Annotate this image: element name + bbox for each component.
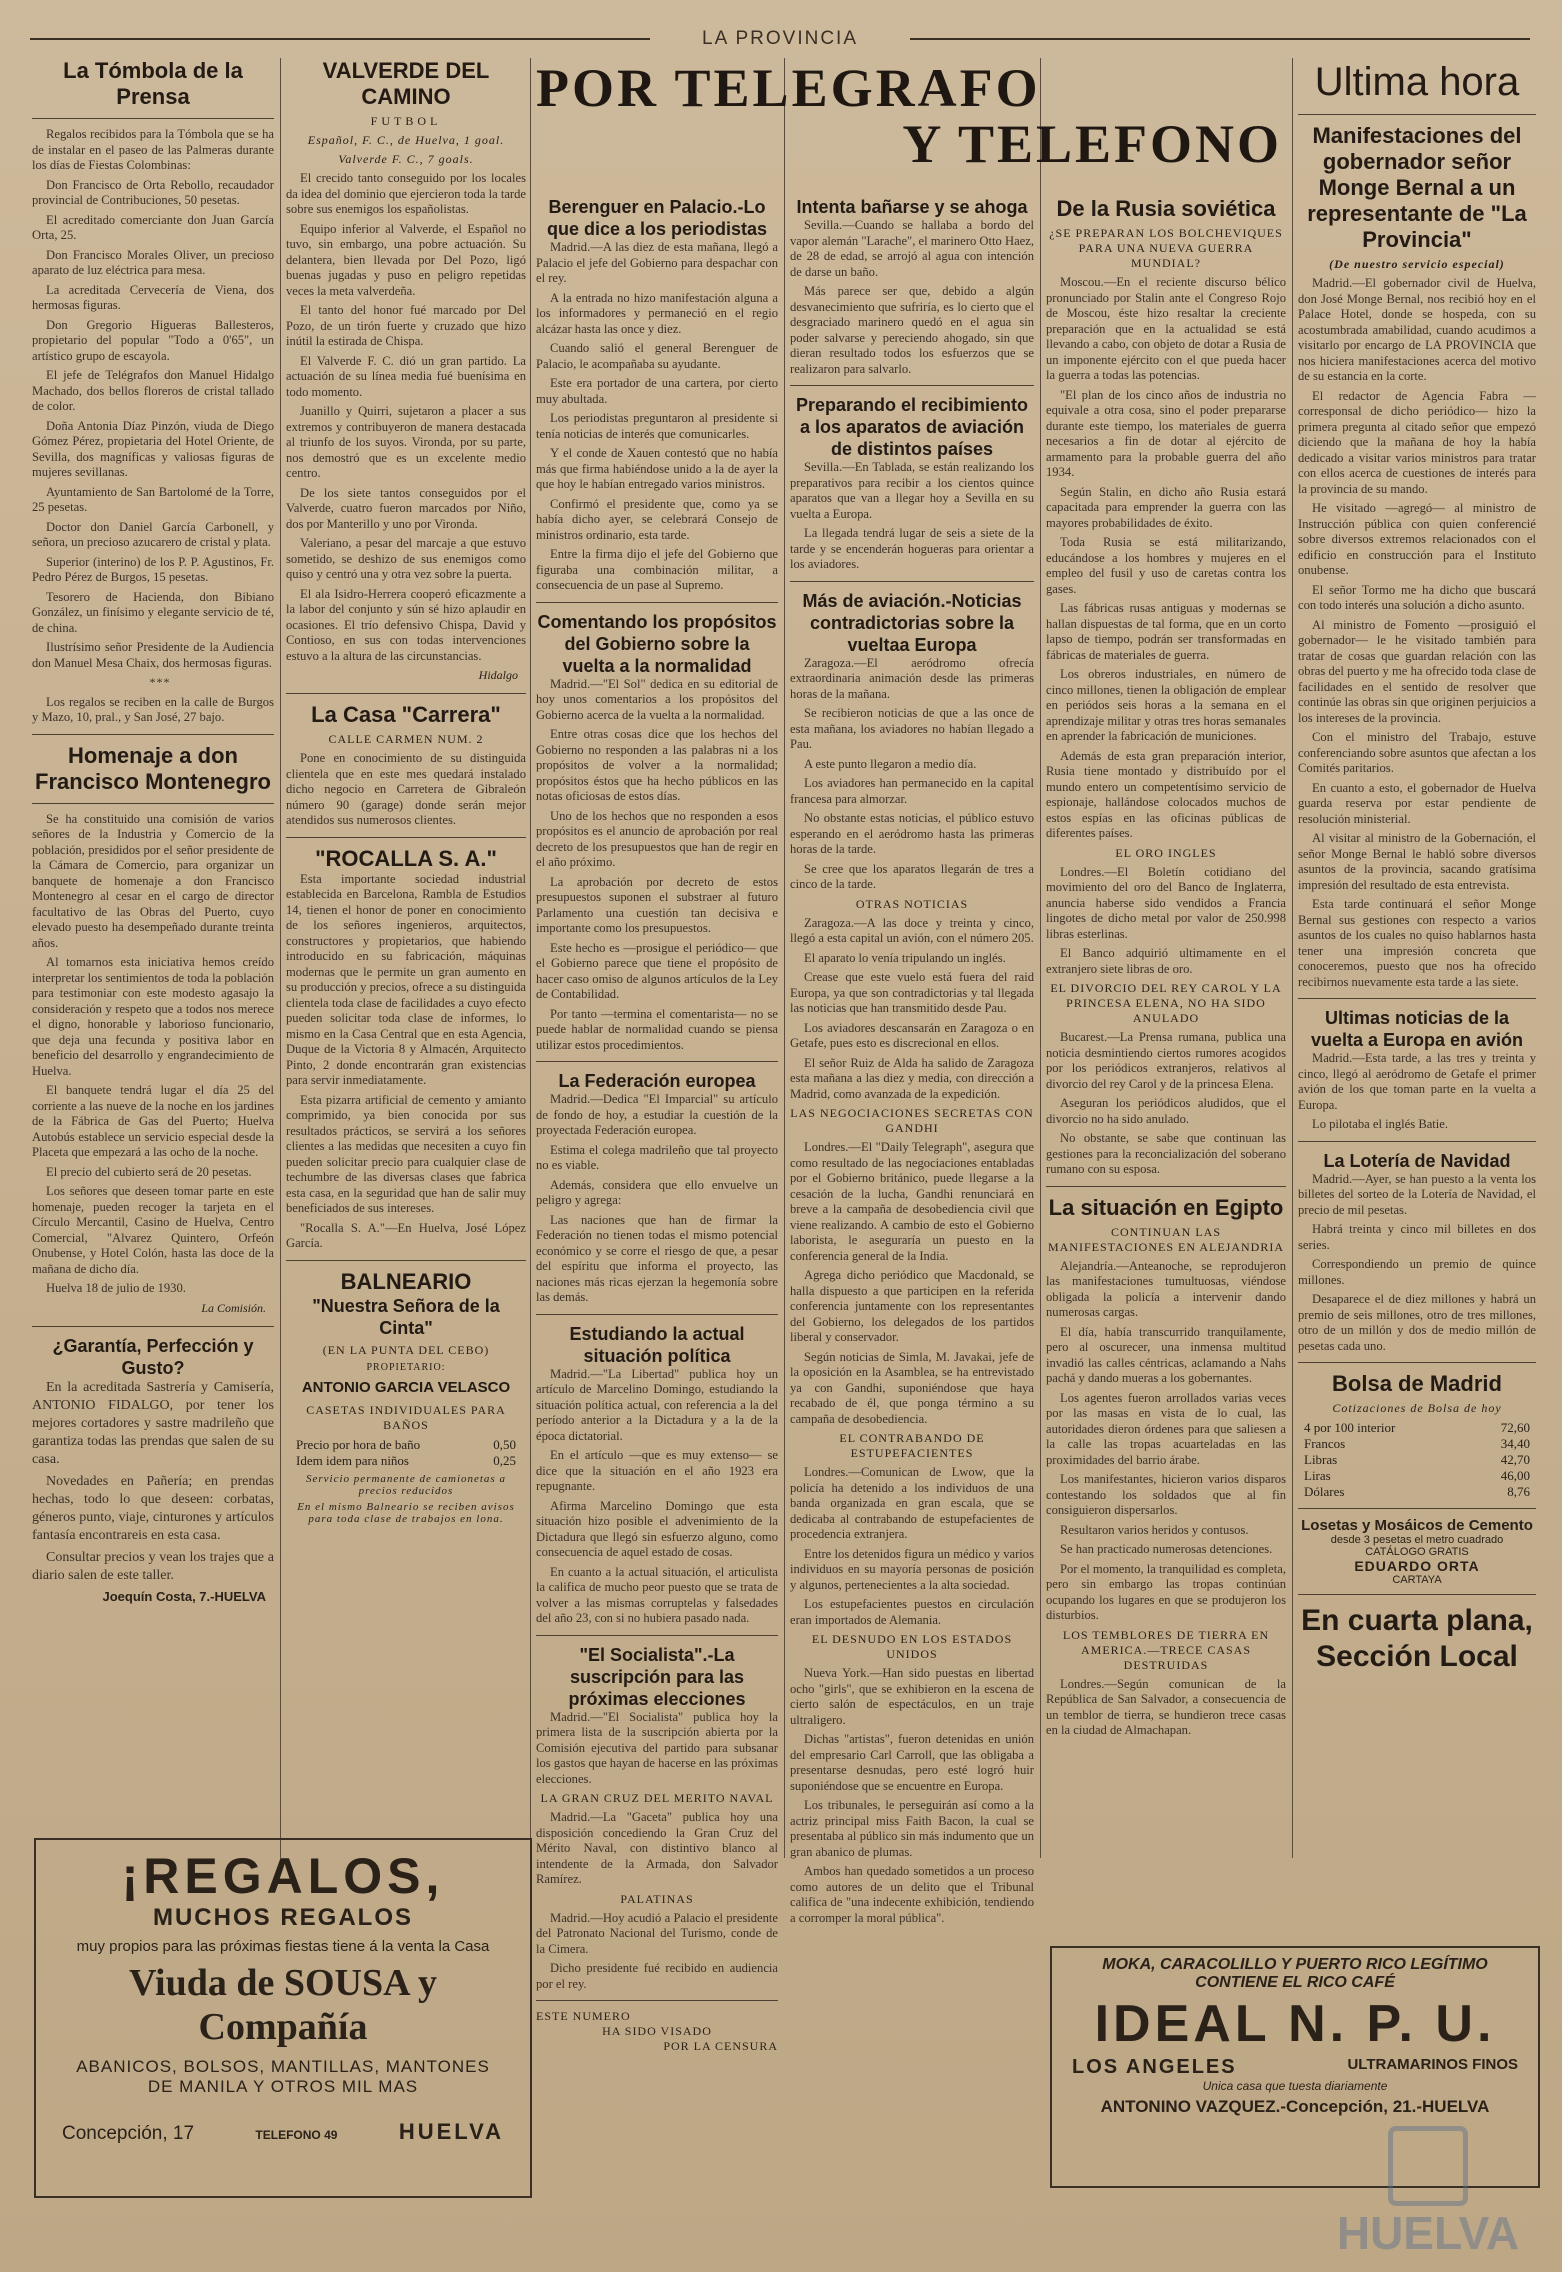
gandhi-para: Agrega dicho periódico que Macdonald, se halla dispuesto a que participen en la referida conferencia juntamente con los representantes del Gobierno, los delegados de los partidos liberal y conservador. [790, 1268, 1034, 1344]
manif-para: El redactor de Agencia Fabra —corresponsal de dicho periódico— hizo la primera pregunta al citado señor que empezó diciendo que la mañana de hoy la había dedicado a visitar varios ministros para tratar con ellos acerca de cuestiones de interés para la provincia de su mando. [1298, 388, 1536, 496]
column-divider [280, 58, 281, 1858]
egipto-para: Los manifestantes, hicieron varios disparos contestando los soldados que al fin consiguieron dispersarlos. [1046, 1472, 1286, 1517]
crest-icon [1388, 2126, 1468, 2206]
propositos-title: Comentando los propósitos del Gobierno sobre la vuelta a la normalidad [537, 611, 777, 676]
carrera-para: Pone en conocimiento de su distinguida clientela que en este mes quedará instalado dicho negocio en Carretera de Gibraleón número 90 (garage) donde serán mejor atendidos sus numerosos clientes. [286, 751, 526, 827]
intenta-para: Sevilla.—Cuando se hallaba a bordo del vapor alemán "Larache", el marinero Otto Haez, de 28 de edad, se arrojó al agua con intención de darse un baño. [790, 218, 1034, 279]
tombola-para: Ayuntamiento de San Bartolomé de la Torre, 25 pesetas. [32, 484, 274, 514]
banner-line-2: Y TELEFONO [902, 114, 1282, 174]
bolsa-row [1304, 1484, 1530, 1500]
bolsa-title: Bolsa de Madrid [1332, 1371, 1502, 1396]
tombola-para: Regalos recibidos para la Tómbola que se ha de instalar en el paseo de las Palmeras durante los días de Fiestas Colombinas: [32, 127, 274, 172]
bolsa-row [1304, 1420, 1530, 1436]
egipto-title: La situación en Egipto [1048, 1194, 1284, 1220]
manif-para: Esta tarde continuará el señor Monge Bernal sus gestiones con respecto a varios asuntos de los cuales no quiso hablarnos hasta tener una impresión concreta que conoceremos, puesto que nos ha ofrecido recibirnos nuevamente esta tarde a las siete. [1298, 897, 1536, 989]
balneario-owner: ANTONIO GARCIA VELASCO [301, 1378, 511, 1396]
manif-title: Manifestaciones del gobernador señor Monge Bernal a un representante de "La Provincia" [1307, 123, 1527, 252]
egipto-para: Resultaron varios heridos y contusos. [1060, 1522, 1249, 1537]
rocalla-para: Esta importante sociedad industrial establecida en Barcelona, Rambla de Estudios 14, tienen el honor de poner en conocimiento de los señores ingenieros, arquitectos, constructores y propietarios, que habiendo introducido en su fabricación, máquinas modernas que le permite un gran aumento en su producción y precios, ofrece a su distinguida clientela toda clase de facilidades a cuyo efecto pueden solicitar toda clase de informes, lo mismo en la Casa Central que en esta Agencia, Duque de la Victoria 8 y Almacén, Arquitecto Pinto, 2 donde encontrarán gran existencias para servir inmediatamente. [286, 871, 526, 1087]
losetas-city: CARTAYA [1392, 1574, 1442, 1586]
ideal-line: MOKA, CARACOLILLO Y PUERTO RICO LEGÍTIMO [1102, 1956, 1488, 1973]
homenaje-para: El banquete tendrá lugar el día 25 del corriente a las nueve de la noche en los jardines de la Fábrica de Gas del Puerto; Huelva Autobús establece un servicio especial desde la Placeta que empezará a las ocho de la noche. [32, 1083, 274, 1159]
bolsa-row [1304, 1436, 1530, 1452]
garantia-address: Joequín Costa, 7.-HUELVA [102, 1588, 266, 1604]
valverde-para: El crecido tanto conseguido por los locales da idea del dominio que ejercieron toda la tarde sobre sus enemigos los españolistas. [286, 171, 526, 216]
regalos-footer [44, 2105, 522, 2145]
rusia-para: Según Stalin, en dicho año Rusia estará capacitada para emprender la guerra con las mayores probabilidades de éxito. [1046, 484, 1286, 530]
preparando-title: Preparando el recibimiento a los aparatos de aviación de distintos países [795, 395, 1029, 459]
rusia-para: Los obreros industriales, en número de cinco millones, tienen la obligación de emplear en periódos seis horas a la semana en el aprendizaje militar y otras tres horas semanales en aprender la fabricación de municiones. [1046, 667, 1286, 743]
column-divider [784, 58, 785, 1858]
homenaje-para: El precio del cubierto será de 20 pesetas. [46, 1164, 252, 1179]
divorcio-para: No obstante, se sabe que continuan las gestiones para la reconcialización del soberano rumano con su esposa. [1046, 1131, 1286, 1176]
ideal-row [1060, 2056, 1530, 2079]
ideal-store: LOS ANGELES [1072, 2056, 1237, 2078]
federacion-para: Además, considera que ello envuelve un peligro y agrega: [536, 1177, 778, 1207]
desnudo-para: Dichas "artistas", fueron detenidas en unión del empresario Carl Carroll, que las obligaba a presentarse desnudas, pero esté logró huir suponiéndose que se encuentre en Europa. [790, 1732, 1034, 1793]
otras-para: Zaragoza.—A las doce y treinta y cinco, llegó a esta capital un avión, con el número 205. [790, 915, 1034, 945]
separator-stars: *** [149, 675, 171, 689]
regalos-line: muy propios para las próximas fiestas tiene á la venta la Casa [76, 1938, 490, 1955]
ideal-owner: ANTONINO VAZQUEZ.-Concepción, 21.-HUELVA [1100, 2097, 1490, 2116]
gandhi-para: Según noticias de Simla, M. Javakai, jefe de la oposición en la Asamblea, se ha entrevistado ya con Gandhi, suponiéndose que haya recabado de él, que ponga término a su campaña de desobediencia. [790, 1349, 1034, 1426]
loteria-para: Correspondiendo un premio de quince millones. [1298, 1257, 1536, 1287]
valverde-para: Equipo inferior al Valverde, el Español no tuvo, sin embargo, una pobre actuación. Su delantera, bien llevada por Del Pozo, ligó buenas jugadas y puso en peligro repetidas veces la meta valverdeña. [286, 221, 526, 298]
aviacion-para: A este punto llegaron a medio día. [804, 756, 977, 771]
garantia-para: En la acreditada Sastrería y Camisería, ANTONIO FIDALGO, por tener los mejores cortadores y sastre madrileño que garantiza todas las prendas que salen de su casa. [32, 1379, 274, 1467]
balneario-ad [286, 1269, 526, 1525]
losetas-name: EDUARDO ORTA [1354, 1558, 1480, 1574]
bolsa-value: 42,70 [1500, 1452, 1530, 1467]
merito-para: Madrid.—La "Gaceta" publica hoy una disposición concediendo la Gran Cruz del Mérito Naval, con distintivo blanco al intendente de la Armada, don Salvador Ramírez. [536, 1810, 778, 1886]
aviacion-para: Se recibieron noticias de que a las once de esta mañana, los aviadores no habían llegado a Pau. [790, 706, 1034, 751]
propositos-para: Madrid.—"El Sol" dedica en su editorial de hoy unos comentarios a los propósitos del Gobierno acerca de la vuelta a la normalidad. [536, 676, 778, 722]
aviacion-para: Zaragoza.—El aeródromo ofrecía extraordinaria animación desde las primeras horas de la mañana. [790, 655, 1034, 701]
valverde-para: El Valverde F. C. dió un gran partido. La actuación de su línea media fué buenísima en todo momento. [286, 353, 526, 399]
propositos-para: Entre otras cosas dice que los hechos del Gobierno no responden a las palabras ni a los propósitos de volver a la normalidad; propósitos éstos que ha hecho públicos en las notas oficiosas de estos días. [536, 727, 778, 803]
column-4 [790, 196, 1034, 1925]
bolsa-label: Dólares [1304, 1484, 1345, 1499]
oro-para: Londres.—El Boletín cotidiano del movimiento del oro del Banco de Inglaterra, anuncia haberse sido vendidos a Francia lingotes de dicho metal por valor de 250.998 libras esterlinas. [1046, 864, 1286, 941]
tombola-para: Doctor don Daniel García Carbonell, y señora, un precioso azucarero de cristal y plata. [32, 519, 274, 549]
propositos-para: La aprobación por decreto de estos presupuestos suponen el substraer al futuro Parlamento una cuestión tan decisiva e importante como los presupuestos. [536, 874, 778, 935]
egipto-para: Se han practicado numerosas detenciones. [1060, 1542, 1273, 1556]
valverde-para: Valeriano, a pesar del marcaje a que estuvo sometido, se deshizo de sus enemigos como quiso y centró una y otra vez sobre la puerta. [286, 536, 526, 581]
manif-para: Con el ministro del Trabajo, estuve conferenciando sobre asuntos que afectan a los Comités paritarios. [1298, 730, 1536, 775]
column-3 [536, 196, 779, 2053]
otras-para: Los aviadores descansarán en Zaragoza o en Getafe, pues esto es discrecional en ellos. [790, 1020, 1034, 1050]
manif-para: Al visitar al ministro de la Gobernación, el señor Monge Bernal le habló sobre diversos asuntos de la provincia, sacando gratísima impresión del resultado de esta entrevista. [1298, 831, 1536, 892]
balneario-owner-label: PROPIETARIO: [366, 1361, 446, 1373]
column-6 [1298, 58, 1536, 1938]
palatinas-para: Madrid.—Hoy acudió a Palacio el presidente del Patronato Nacional del Turismo, conde de la Cimera. [536, 1910, 778, 1956]
subhead-merito-naval: LA GRAN CRUZ DEL MERITO NAVAL [540, 1791, 774, 1805]
price-value: 0,50 [493, 1436, 516, 1452]
desnudo-para: Los tribunales, le perseguirán así como a la actriz principal miss Faith Bacon, la cual se presentaba al público sin más indumento que un gran abanico de plumas. [790, 1798, 1034, 1859]
tombola-para: Doña Antonia Díaz Pinzón, viuda de Diego Gómez Pérez, propietaria del Hotel Oriente, de Sevilla, dos magníficas y valiosas figuras de mujeres sevillanas. [32, 418, 274, 479]
socialista-para: Madrid.—"El Socialista" publica hoy la primera lista de la suscripción abierta por la Comisión ejecutiva del partido para subsanar los gastos que hayan de hacerse en las próximas elecciones. [536, 1709, 779, 1786]
ideal-line: CONTIENE EL RICO CAFÉ [1195, 1974, 1395, 1991]
homenaje-title: Homenaje a don Francisco Montenegro [35, 742, 271, 794]
otras-para: El señor Ruiz de Alda ha salido de Zaragoza esta mañana a las diez y media, con dirección a Madrid, como avanzada de la expedición. [790, 1055, 1034, 1101]
aviacion-para: No obstante estas noticias, el público estuvo esperando en el aeródromo hasta las primeras horas de la tarde. [790, 811, 1034, 856]
bolsa-table [1298, 1420, 1536, 1500]
price-label: Precio por hora de baño [296, 1436, 421, 1452]
tombola-title: La Tómbola de la Prensa [63, 58, 243, 109]
subhead-otras-noticias: OTRAS NOTICIAS [855, 896, 969, 911]
subhead-gandhi: LAS NEGOCIACIONES SECRETAS CON GANDHI [790, 1106, 1034, 1135]
aviacion-title: Más de aviación.-Noticias contradictorias sobre la vueltaa Europa [802, 590, 1022, 655]
loteria-para: Desaparece el de diez millones y habrá un premio de seis millones, otro de tres millones, otro de un millón y dos de medio millón de pesetas cada uno. [1298, 1292, 1536, 1353]
tombola-para: Los regalos se reciben en la calle de Burgos y Mazo, 10, pral., y San José, 27 bajo. [32, 694, 274, 724]
loteria-title: La Lotería de Navidad [1323, 1150, 1511, 1171]
regalos-address: Concepción, 17 [62, 2123, 195, 2144]
losetas-line: desde 3 pesetas el metro cuadrado [1330, 1534, 1504, 1546]
valverde-score: Español, F. C., de Huelva, 1 goal. [307, 133, 505, 147]
ideal-store-type: ULTRAMARINOS FINOS [1347, 2056, 1518, 2073]
ideal-brand: IDEAL N. P. U. [1094, 1995, 1496, 2053]
rusia-title: De la Rusia soviética [1056, 196, 1276, 221]
estupefacientes-para: Londres.—Comunican de Lwow, que la policía ha detenido a los individuos de una banda organizada en gran escala, que se dedicaba al contrabando de estupefacientes de procedencia extranjera. [790, 1465, 1034, 1541]
price-row [286, 1437, 526, 1453]
ultimas-para: Lo pilotaba el inglés Batie. [1312, 1117, 1449, 1131]
carrera-title: La Casa "Carrera" [311, 702, 501, 727]
homenaje-para: Los señores que deseen tomar parte en este homenaje, pueden recoger la tarjeta en el Círculo Mercantil, Casino de Huelva, Centro Comercial, "Alvarez Quintero, Orfeón Onubense, y Hotel Colón, hasta las doce de la mañana de dicho día. [32, 1184, 274, 1276]
censura-notice [536, 2009, 778, 2054]
carrera-address: CALLE CARMEN NUM. 2 [328, 732, 484, 746]
losetas-line: CATÁLOGO GRATIS [1365, 1546, 1469, 1558]
bolsa-label: Liras [1304, 1468, 1331, 1483]
estupefacientes-para: Entre los detenidos figura un médico y varios individuos en su mayoría personas de posición y algunos, pertenecientes a la alta sociedad. [790, 1546, 1034, 1592]
aviacion-para: Los aviadores han permanecido en la capital francesa para almorzar. [790, 776, 1034, 806]
federacion-para: Madrid.—Dedica "El Imparcial" su artículo de fondo de hoy, a estudiar la cuestión de la proyectada Federación europea. [536, 1092, 778, 1137]
manif-para: He visitado —agregó— al ministro de Instrucción pública con quien conferencié sobre diversos extremos relacionados con el edificio en construcción para el Instituto onubense. [1298, 501, 1536, 577]
rusia-para: "El plan de los cinco años de industria no equivale a otra cosa, sino el poder prepararse durante este tiempo, los materiales de guerra necesarios a fin de dotar al ejército de armamento para la probable guerra del año 1934. [1046, 387, 1286, 479]
garantia-para: Consultar precios y vean los trajes que a diario salen de este taller. [32, 1549, 274, 1583]
egipto-para: Los agentes fueron arrollados varias veces por las masas en vista de lo cual, las autoridades dieron órdenes para que saliesen a la calle las tropas acuarteladas en las proximidades del barrio árabe. [1046, 1390, 1286, 1467]
tombola-para: La acreditada Cervecería de Viena, dos hermosas figuras. [32, 282, 274, 312]
preparando-para: La llegada tendrá lugar de seis a siete de la tarde y se encenderán hogueras para orientar a los aviadores. [790, 526, 1034, 571]
homenaje-para: Al tomarnos esta iniciativa hemos creído interpretar los sentimientos de toda la población para testimoniar con este modesto agasajo la consideración y respeto que a todos nos merece el digno, honorable y laborioso funcionario, que deja una fecunda y positiva labor en beneficio del desarrollo y engrandecimiento de Huelva. [32, 955, 275, 1078]
homenaje-para: Se ha constituido una comisión de varios señores de la Industria y Comercio de la población, presididos por el señor presidente de la Cámara de Comercio, para organizar un banquete de homenaje a don Francisco Montenegro al cesar en el cargo de director facultativo de las Obras del Puerto, cuyo elevado puesto ha desempeñado durante treinta años. [32, 811, 274, 950]
preparando-para: Sevilla.—En Tablada, se están realizando los preparativos para recibir a los cientos quince aparatos que van a llegar hoy a Sevilla en su vuelta a Europa. [790, 460, 1034, 521]
rocalla-para: Esta pizarra artificial de cemento y amianto comprimido, ya bien conocida por sus resultados prácticos, se servirá a los señores clientes a las medidas que necesiten a cuyo fin pueden solicitar precio para cualquier clase de techumbre de las diversas clases que fabrica esta casa, en la seguridad que han de salir muy beneficiados de sus intereses. [286, 1092, 526, 1215]
rusia-para: Además de esta gran preparación interior, Rusia tiene montado y distribuído por el mundo entero un competentísimo servicio de espionaje, hallándose colocados muchos de estos espías en las oficinas públicas de diferentes países. [1046, 748, 1286, 840]
losetas-ad [1298, 1517, 1536, 1586]
tombola-para: Don Francisco de Orta Rebollo, recaudador provincial de Contribuciones, 50 pesetas. [32, 177, 274, 207]
oro-para: El Banco adquirió ultimamente en el extranjero siete libras de oro. [1046, 946, 1286, 976]
homenaje-signature: La Comisión. [201, 1300, 266, 1315]
berenguer-para: Y el conde de Xauen contestó que no había más que firma habiéndose unido a la de ayer la que hoy le habían entregado varios ministros. [536, 446, 778, 491]
valverde-para: El ala Isidro-Herrera cooperó eficazmente a la labor del conjunto y sún sé hizo aplaudir en ocasiones. El trío defensivo Chispa, David y Contioso, en sus con todas intervenciones estuvo a la altura de las circunstancias. [286, 586, 526, 663]
price-value: 0,25 [493, 1452, 516, 1468]
egipto-para: El día, había transcurrido tranquilamente, pero al oscurecer, una inmensa multitud invadió las calles céntricas, aclamando a Nahs pachá y dando mueras a los gobernantes. [1046, 1324, 1286, 1385]
valverde-subtitle: FUTBOL [370, 114, 442, 128]
desnudo-para: Nueva York.—Han sido puestas en libertad ocho "girls", que se exhibieron en la escena de cierto salón de espectáculos, en un traje ultraligero. [790, 1666, 1034, 1727]
loteria-para: Madrid.—Ayer, se han puesto a la venta los billetes del sorteo de la Lotería de Navidad, el precio de mil pesetas. [1298, 1171, 1536, 1217]
divorcio-para: Bucarest.—La Prensa rumana, publica una noticia desmintiendo ciertos rumores acogidos por los periódicos extranjeros, relativos al divorcio del rey Carol y de la princesa Elena. [1046, 1030, 1286, 1091]
loteria-para: Habrá treinta y cinco mil billetes en dos series. [1298, 1222, 1536, 1252]
garantia-title: ¿Garantía, Perfección y Gusto? [52, 1335, 254, 1378]
tombola-para: Don Francisco Morales Oliver, un precioso aparato de luz eléctrica para mesa. [32, 247, 274, 277]
balneario-name: "Nuestra Señora de la Cinta" [312, 1295, 500, 1338]
gandhi-para: Londres.—El "Daily Telegraph", asegura que como resultado de las negociaciones entabladas por el Gobierno británico, puede llegarse a la cesación de la lucha, Gandhi renunciará en breve a la campaña de desobediencia civil que viene realizando. A cambio de esto el Gobierno laborista, le aseguraría un puesto en la conferencia general de la India. [790, 1140, 1034, 1263]
otras-para: Crease que este vuelo está fuera del raid Europa, ya que son contradictorias y tal llegada las noticias que han transmitido desde Pau. [790, 970, 1034, 1015]
estupefacientes-para: Los estupefacientes puestos en circulación eran importados de Alemania. [790, 1597, 1034, 1627]
balneario-note: En el mismo Balneario se reciben avisos para toda clase de trabajos en lona. [297, 1500, 515, 1525]
berenguer-para: Este era portador de una cartera, por cierto muy abultada. [536, 376, 778, 406]
regalos-title: ¡REGALOS, [121, 1848, 445, 1904]
homenaje-para: Huelva 18 de julio de 1930. [46, 1281, 186, 1295]
telegrafo-banner [536, 60, 1282, 172]
propositos-para: Uno de los hechos que no responden a esos propósitos es el anuncio de aprobación por real decreto de los presupuestos que han de regir en el año próximo. [536, 808, 778, 869]
ultima-hora-title: Ultima hora [1314, 60, 1520, 104]
column-5 [1046, 196, 1286, 1936]
subhead-palatinas: PALATINAS [620, 1891, 694, 1906]
manif-para: El señor Tormo me ha dicho que buscará con todo interés una solución a dicho asunto. [1298, 582, 1536, 612]
tombola-body [32, 127, 274, 726]
rusia-para: Moscou.—En el reciente discurso bélico pronunciado por Stalin ante el Congreso Rojo de Moscou, éste hizo resaltar la creciente preparación que en la actualidad se está llevando a cabo, con objeto de dotar a Rusia de un imponente ejército con el que pueda hacer la guerra a todas las potencias. [1046, 275, 1286, 382]
ultimas-para: Madrid.—Esta tarde, a las tres y treinta y cinco, llegó al aeródromo de Getafe el primer avión de los que toman parte en la vuelta a Europa. [1298, 1051, 1536, 1112]
subhead-oro-ingles: EL ORO INGLES [1115, 845, 1217, 860]
egipto-para: Por el momento, la tranquilidad es completa, pero sin embargo las tropas continúan ocupando los lugares en que se produjeron los disturbios. [1046, 1561, 1286, 1622]
manif-para: Madrid.—El gobernador civil de Huelva, don José Monge Bernal, nos recibió hoy en el Palace Hotel, donde se hospeda, con su acostumbrada amabilidad, cuando acudimos a visitarlo por encargo de LA PROVINCIA que nos hiciera manifestaciones acerca del motivo de su estancia en la corte. [1298, 276, 1536, 383]
bolsa-row [1304, 1468, 1530, 1484]
valverde-score: Valverde F. C., 7 goals. [338, 152, 474, 166]
valverde-para: Juanillo y Quirri, sujetaron a placer a sus extremos y contribuyeron de manera destacada al triunfo de los suyos. Vironda, por su parte, nos demostró que es un excelente medio centro. [286, 404, 526, 480]
berenguer-para: A la entrada no hizo manifestación alguna a los informadores y permaneció en el regio alcázar hasta las once y diez. [536, 290, 778, 336]
masthead-rule-left [30, 38, 650, 40]
rusia-subtitle: ¿SE PREPARAN LOS BOLCHEVIQUES PARA UNA NUEVA GUERRA MUNDIAL? [1049, 226, 1283, 270]
garantia-para: Novedades en Pañería; en prendas hechas, todo lo que deseen: corbatas, géneros punto, viaje, cinturones y artículos fantasía encontrareis en esta casa. [32, 1473, 274, 1543]
valverde-signature: Hidalgo [478, 668, 518, 682]
bolsa-label: Francos [1304, 1436, 1346, 1451]
subhead-estupefacientes: EL CONTRABANDO DE ESTUPEFACIENTES [839, 1431, 985, 1460]
aviacion-para: Se cree que los aparatos llegarán de tres a cinco de la tarde. [790, 861, 1034, 891]
propositos-para: Este hecho es —prosigue el periódico— que el Gobierno parece que tiene el propósito de hacer caso omiso de algunos artículos de la Ley de Contabilidad. [536, 940, 778, 1001]
bolsa-row [1304, 1452, 1530, 1468]
losetas-title: Losetas y Mosáicos de Cemento [1301, 1517, 1533, 1534]
valverde-title: VALVERDE DEL CAMINO [322, 58, 490, 109]
berenguer-para: Los periodistas preguntaron al presidente si tenía noticias de interés que comunicarles. [536, 411, 778, 441]
price-label: Idem idem para niños [296, 1452, 409, 1468]
desnudo-para: Ambos han quedado sometidos a un proceso como autores de un delito que el Tribunal califica de "una indecente exhibición, tendiendo a corromper la moral pública". [790, 1864, 1034, 1925]
subhead-desnudo: EL DESNUDO EN LOS ESTADOS UNIDOS [811, 1632, 1013, 1661]
bolsa-value: 46,00 [1500, 1468, 1530, 1483]
situacion-para: Madrid.—"La Libertad" publica hoy un artículo de Marcelino Domingo, estudiando la situación política actual, con referencia a la del período anterior a la Dictadura y a la de la época dictatorial. [536, 1366, 778, 1443]
column-2 [286, 58, 526, 1828]
censura-line: HA SIDO VISADO [602, 2024, 712, 2038]
federacion-title: La Federación europea [558, 1071, 756, 1091]
bolsa-label: Libras [1304, 1452, 1338, 1467]
intenta-para: Más parece ser que, debido a algún desvanecimiento que sufriría, es lo cierto que el desgraciado marinero quedó en el agua sin poder salvarse y pereciendo ahogado, sin que dieran resultado todos los esfuerzos que se realizaron para salvarlo. [790, 284, 1034, 376]
cuarta-plana-note: En cuarta plana, Sección Local [1301, 1604, 1533, 1673]
balneario-note: Servicio permanente de camionetas a precios reducidos [306, 1472, 506, 1497]
egipto-para: Alejandría.—Anteanoche, se reprodujeron las manifestaciones tumultuosas, viéndose obligada la policía a intervenir dando numerosas cargas. [1046, 1258, 1286, 1319]
valverde-para: El tanto del honor fué marcado por Del Pozo, de un tirón fuerte y cruzado que hizo inútil la estirada de Chispa. [286, 303, 526, 348]
federacion-para: Las naciones que han de firmar la Federación no tienen todas el mismo potencial económico y se corre el riesgo de que, a pesar del espíritu que informa el proyecto, las naciones más ricas ejerzan la hegemonía sobre las demás. [536, 1212, 778, 1304]
tombola-para: El jefe de Telégrafos don Manuel Hidalgo Machado, dos bellos floreros de cristal tallado de color. [32, 368, 274, 413]
situacion-para: En el artículo —que es muy extenso— se dice que la situación en el año 1923 era repugnante. [536, 1448, 778, 1493]
rusia-para: Toda Rusia se está militarizando, educándose a los hombres y mujeres en el empleo del fusil y uso de caretas contra los gases. [1046, 535, 1286, 596]
berenguer-para: Cuando salió el general Berenguer de Palacio, le acompañaba su ayudante. [536, 341, 778, 371]
berenguer-title: Berenguer en Palacio.-Lo que dice a los periodistas [546, 197, 768, 239]
rusia-para: Las fábricas rusas antiguas y modernas se hallan dispuestas de tal forma, que en un corto lapso de tiempo, podrán ser transformadas en fábricas de materiales de guerra. [1046, 601, 1286, 662]
rocalla-title: "ROCALLA S. A." [315, 845, 497, 871]
socialista-title: "El Socialista".-La suscripción para las próximas elecciones [568, 1644, 746, 1709]
regalos-business-name: Viuda de SOUSA y Compañía [129, 1962, 437, 2048]
tombola-para: Superior (interino) de los P. P. Agustinos, Fr. Pedro Pérez de Burgos, 15 pesetas. [32, 554, 274, 584]
price-row [286, 1453, 526, 1469]
situacion-para: En cuanto a la actual situación, el articulista la califica de mucho peor puesto que se trata de volver a las mismas corruptelas y falsedades del año 23, con si no hubiera pasado nada. [536, 1564, 778, 1625]
manif-para: Al ministro de Fomento —prosiguió el gobernador— le he visitado también para tratar de cosas que guardan relación con las obras del puerto y me ha ofrecido toda clase de facilidades en el sentido de resolver que continúe las obras sin que originen perjuicios a los intereses de la provincia. [1298, 617, 1536, 725]
masthead [30, 28, 1530, 50]
palatinas-para: Dicho presidente fué recibido en audiencia por el rey. [536, 1961, 778, 1991]
propositos-para: Por tanto —termina el comentarista— no se puede hablar de normalidad cuando se piensa utilizar estos procedimientos. [536, 1006, 778, 1052]
balneario-title: BALNEARIO [340, 1268, 472, 1294]
regalos-line: MUCHOS REGALOS [152, 1904, 413, 1931]
bolsa-label: 4 por 100 interior [1304, 1420, 1396, 1435]
egipto-subtitle: CONTINUAN LAS MANIFESTACIONES EN ALEJANDRIA [1047, 1224, 1285, 1254]
berenguer-para: Confirmó el presidente que, como ya se había dicho ayer, se celebrará Consejo de ministros ordinario, esta tarde. [536, 496, 778, 542]
bolsa-value: 34,40 [1500, 1436, 1530, 1451]
column-divider [530, 58, 531, 1858]
balneario-location: (EN LA PUNTA DEL CEBO) [322, 1342, 490, 1357]
regalos-city: HUELVA [398, 2119, 504, 2144]
masthead-rule-right [910, 38, 1530, 40]
bolsa-value: 72,60 [1500, 1420, 1530, 1435]
censura-line: ESTE NUMERO [536, 2009, 631, 2023]
subhead-divorcio: EL DIVORCIO DEL REY CAROL Y LA PRINCESA ELENA, NO HA SIDO ANULADO [1050, 981, 1282, 1025]
subhead-temblores: LOS TEMBLORES DE TIERRA EN AMERICA.—TRECE CASAS DESTRUIDAS [1062, 1627, 1270, 1672]
berenguer-para: Madrid.—A las diez de esta mañana, llegó a Palacio el jefe del Gobierno para despachar con el rey. [536, 240, 778, 285]
tombola-para: El acreditado comerciante don Juan García Orta, 25. [32, 212, 274, 242]
federacion-para: Estima el colega madrileño que tal proyecto no es viable. [536, 1142, 778, 1172]
tombola-para: Tesorero de Hacienda, don Bibiano González, un finísimo y elegante servicio de té, de china. [32, 589, 274, 635]
ideal-line: Unica casa que tuesta diariamente [1202, 2079, 1388, 2093]
situacion-para: Afirma Marcelino Domingo que esta situación hizo posible el advenimiento de la Dictadura que llegó sin esfuerzo alguno, como consecuencia de aquel estado de cosas. [536, 1498, 778, 1559]
rocalla-para: "Rocalla S. A."—En Huelva, José López García. [286, 1220, 526, 1250]
balneario-casetas: CASETAS INDIVIDUALES PARA BAÑOS [306, 1402, 506, 1432]
bolsa-value: 8,76 [1507, 1484, 1530, 1499]
column-divider [1292, 58, 1293, 1858]
valverde-para: De los siete tantos conseguidos por el Valverde, cuatro fueron marcados por Niño, dos por Manterillo y uno por Vironda. [286, 485, 526, 531]
bolsa-subtitle: Cotizaciones de Bolsa de hoy [1332, 1401, 1502, 1415]
intenta-title: Intenta bañarse y se ahoga [796, 197, 1028, 217]
watermark-text: HUELVA [1336, 2207, 1520, 2259]
censura-line: POR LA CENSURA [663, 2039, 778, 2053]
situacion-title: Estudiando la actual situación política [569, 1323, 745, 1366]
divorcio-para: Aseguran los periódicos aludidos, que el divorcio no ha sido anulado. [1046, 1096, 1286, 1126]
temblores-para: Londres.—Según comunican de la República de San Salvador, a consecuencia de un temblor de tierra, se hundieron trece casas en la ciudad de Almachapan. [1046, 1676, 1286, 1737]
column-1 [32, 58, 274, 1828]
banner-line-1: POR TELEGRAFO [536, 58, 1041, 118]
berenguer-para: Entre la firma dijo el jefe del Gobierno que figuraba una combinación militar, a consecuencia de un pase al Supremo. [536, 547, 778, 592]
regalos-line: ABANICOS, BOLSOS, MANTILLAS, MANTONES DE MANILA Y OTROS MIL MAS [76, 2057, 490, 2096]
archive-watermark [1318, 2126, 1538, 2259]
otras-para: El aparato lo venía tripulando un inglés. [804, 950, 1006, 965]
manif-subtitle: (De nuestro servicio especial) [1329, 257, 1505, 271]
column-divider [1040, 58, 1041, 1858]
regalos-ad [34, 1838, 532, 2198]
masthead-title: LA PROVINCIA [702, 28, 858, 49]
tombola-para: Don Gregorio Higueras Ballesteros, propietario del popular "Todo a 0'65", un artístico grupo de escayola. [32, 317, 274, 363]
ultimas-title: Ultimas noticias de la vuelta a Europa en avión [1310, 1008, 1524, 1050]
regalos-phone: TELEFONO 49 [255, 2128, 338, 2142]
tombola-para: Ilustrísimo señor Presidente de la Audiencia don Manuel Mesa Chaix, dos hermosas figuras. [32, 640, 274, 670]
manif-para: En cuanto a esto, el gobernador de Huelva guarda reserva por estar pendiente de resolución ministerial. [1298, 780, 1536, 826]
